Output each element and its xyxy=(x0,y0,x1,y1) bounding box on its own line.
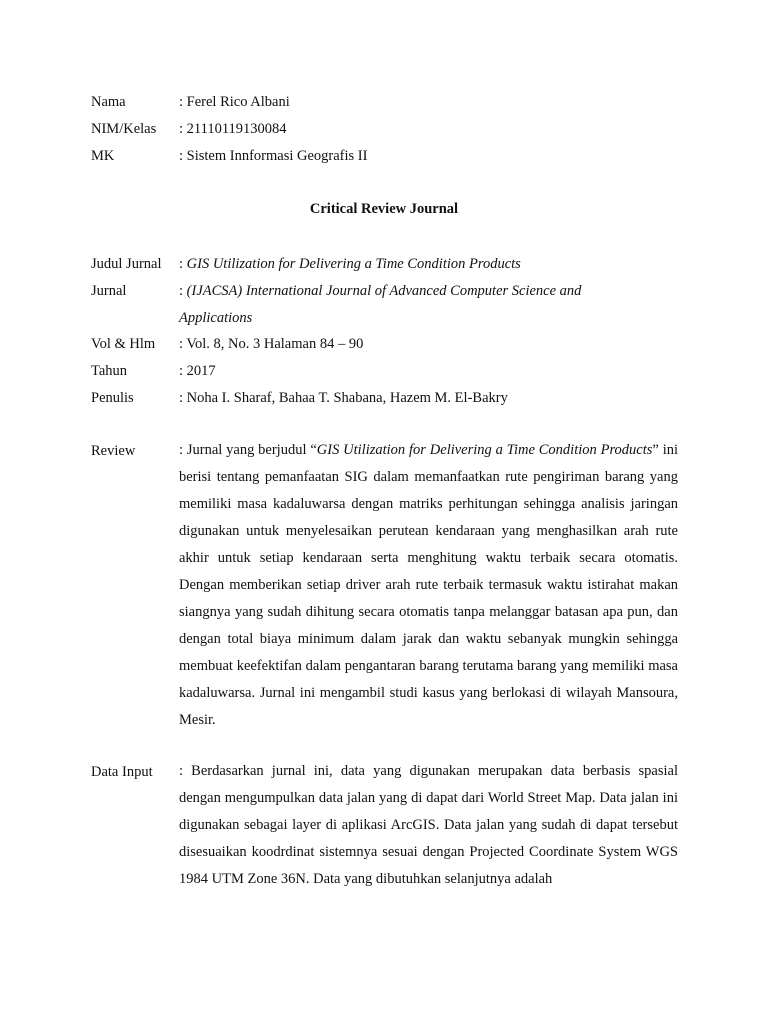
colon: : xyxy=(179,283,187,299)
journal-title-value xyxy=(179,254,679,274)
course-value: : Sistem Innformasi Geografis II xyxy=(179,148,368,164)
volume-value: : Vol. 8, No. 3 Halaman 84 – 90 xyxy=(179,336,364,352)
data-input-label: Data Input xyxy=(91,764,153,780)
journal-value-line2 xyxy=(179,308,679,328)
name-label: Nama xyxy=(91,94,126,110)
authors-label: Penulis xyxy=(91,390,134,406)
review-prefix: : Jurnal yang berjudul “ xyxy=(179,442,317,458)
review-suffix: ” xyxy=(652,442,659,458)
review-body: ini berisi tentang pemanfaatan SIG dalam memanfaatkan rute pengiriman barang yang memiliki masa kadaluwarsa dengan matriks perhitungan sehingga analisis jaringan digunakan untuk menyelesaikan perutean kendaraan yang menghasilkan arah rute akhir untuk setiap kendaraan serta menghitung waktu terbaik secara otomatis. Dengan memberikan setiap driver arah rute terbaik termasuk waktu istirahat makan siangnya yang sudah dihitung secara otomatis tanpa melanggar batasan apa pun, dan dengan total biaya minimum dalam jarak dan waktu sebanyak mungkin sehingga membuat keefektifan dalam pengantaran barang terutama barang yang memiliki masa kadaluwarsa. Jurnal ini mengambil studi kasus yang berlokasi di wilayah Mansoura, Mesir. xyxy=(179,442,679,728)
journal-value xyxy=(179,281,679,301)
name-value: : Ferel Rico Albani xyxy=(179,94,290,110)
document-title: Critical Review Journal xyxy=(309,201,459,217)
year-label: Tahun xyxy=(91,363,128,379)
journal-name-line1: (IJACSA) International Journal of Advanced Computer Science and xyxy=(186,283,582,299)
review-label: Review xyxy=(91,443,136,459)
journal-title-text: GIS Utilization for Delivering a Time Condition Products xyxy=(186,256,521,272)
journal-title-label: Judul Jurnal xyxy=(91,256,162,272)
journal-label: Jurnal xyxy=(91,283,127,299)
colon: : xyxy=(179,256,187,272)
journal-name-line2: Applications xyxy=(179,310,253,326)
course-label: MK xyxy=(91,148,115,164)
data-input-paragraph: : Berdasarkan jurnal ini, data yang digunakan merupakan data berbasis spasial dengan mengumpulkan data jalan yang di dapat dari World Street Map. Data jalan ini digunakan sebagai layer di aplikasi ArcGIS. Data jalan yang sudah di dapat tersebut disesuaikan koodrdinat sistemnya sesuai dengan Projected Coordinate System WGS 1984 UTM Zone 36N. Data yang dibutuhkan selanjutnya adalah xyxy=(179,763,678,887)
year-value: : 2017 xyxy=(179,363,216,379)
review-journal-title: GIS Utilization for Delivering a Time Condition Products xyxy=(316,442,653,458)
review-paragraph xyxy=(179,437,678,734)
nim-label: NIM/Kelas xyxy=(91,121,157,137)
nim-value: : 21110119130084 xyxy=(179,121,287,137)
authors-value: : Noha I. Sharaf, Bahaa T. Shabana, Hazem M. El-Bakry xyxy=(179,390,508,406)
volume-label: Vol & Hlm xyxy=(91,336,156,352)
